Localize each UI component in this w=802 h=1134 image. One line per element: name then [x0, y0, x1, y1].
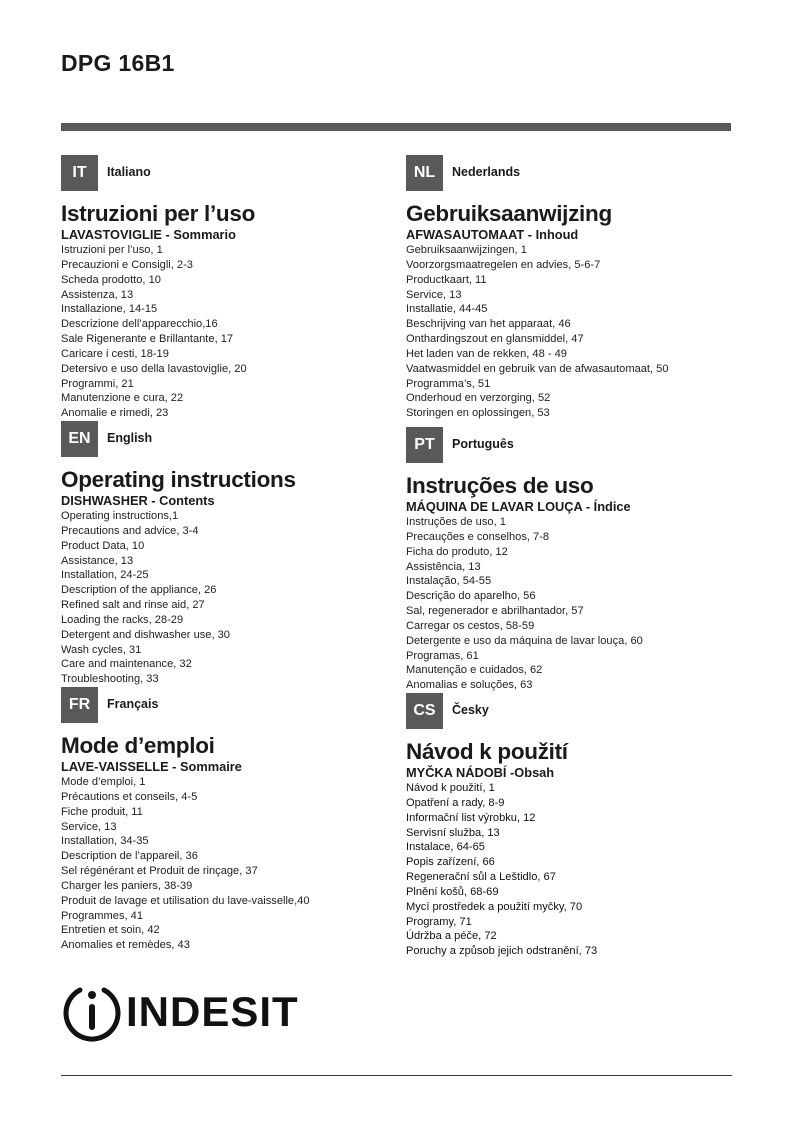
toc-item: Anomalies et remèdes, 43 [61, 939, 190, 952]
toc-item: Gebruiksaanwijzingen, 1 [406, 244, 527, 256]
section-pt [406, 427, 746, 693]
section-subtitle: AFWASAUTOMAAT - Inhoud [406, 227, 579, 242]
language-header [406, 155, 746, 191]
toc-item: Descrição do aparelho, 56 [406, 590, 536, 603]
language-header [406, 427, 746, 463]
toc-item: Detergent and dishwasher use, 30 [61, 628, 230, 641]
toc-item: Vaatwasmiddel en gebruik van de afwasautomaat, 50 [406, 362, 669, 375]
toc-item: Fiche produit, 11 [61, 805, 143, 818]
section-subtitle: LAVE-VAISSELLE - Sommaire [61, 759, 242, 774]
toc-item: Installatie, 44-45 [406, 303, 488, 316]
section-title: Návod k použití [406, 739, 568, 764]
toc-item: Installazione, 14-15 [61, 303, 158, 316]
toc-item: Detersivo e uso della lavastoviglie, 20 [61, 362, 247, 375]
toc-list [406, 515, 746, 693]
toc-item: Programas, 61 [406, 649, 479, 662]
toc-item: Beschrijving van het apparaat, 46 [406, 318, 571, 331]
toc-item: Anomalias e soluções, 63 [406, 679, 533, 692]
toc-item: Manutenção e cuidados, 62 [406, 664, 543, 677]
language-code-badge: CS [406, 693, 443, 729]
toc-item: Programmes, 41 [61, 909, 144, 922]
language-name: Česky [452, 703, 489, 717]
toc-item: Care and maintenance, 32 [61, 658, 192, 671]
section-subtitle: LAVASTOVIGLIE - Sommario [61, 227, 236, 242]
toc-item: Het laden van de rekken, 48 - 49 [406, 347, 567, 360]
toc-item: Detergente e uso da máquina de lavar louça, 60 [406, 634, 643, 647]
toc-item: Programy, 71 [406, 915, 472, 928]
toc-item: Opatření a rady, 8-9 [406, 796, 505, 809]
toc-item: Precautions and advice, 3-4 [61, 524, 199, 537]
language-header [61, 687, 401, 723]
toc-item: Productkaart, 11 [406, 273, 487, 286]
toc-item: Wash cycles, 31 [61, 643, 142, 656]
toc-item: Mode d’emploi, 1 [61, 776, 146, 788]
toc-item: Product Data, 10 [61, 539, 145, 552]
language-code-badge: FR [61, 687, 98, 723]
toc-item: Instruções de uso, 1 [406, 516, 506, 528]
language-header [406, 693, 746, 729]
toc-item: Produit de lavage et utilisation du lave-vaisselle,40 [61, 894, 310, 907]
toc-item: Sal, regenerador e abrilhantador, 57 [406, 605, 584, 618]
toc-item: Description of the appliance, 26 [61, 584, 217, 597]
toc-item: Sel régénérant et Produit de rinçage, 37 [61, 865, 258, 878]
toc-item: Loading the racks, 28-29 [61, 613, 184, 626]
toc-item: Troubleshooting, 33 [61, 673, 159, 686]
toc-list [61, 509, 401, 687]
section-nl [406, 155, 746, 421]
toc-item: Instalação, 54-55 [406, 575, 492, 588]
language-code-badge: PT [406, 427, 443, 463]
toc-item: Plnění košů, 68-69 [406, 885, 499, 898]
toc-item: Entretien et soin, 42 [61, 924, 160, 937]
section-title: Operating instructions [61, 467, 296, 492]
toc-item: Sale Rigenerante e Brillantante, 17 [61, 333, 234, 346]
language-header [61, 155, 401, 191]
toc-item: Onthardingszout en glansmiddel, 47 [406, 333, 584, 346]
toc-item: Voorzorgsmaatregelen en advies, 5-6-7 [406, 258, 601, 271]
toc-item: Caricare i cesti, 18-19 [61, 347, 169, 360]
toc-item: Storingen en oplossingen, 53 [406, 407, 550, 420]
toc-item: Refined salt and rinse aid, 27 [61, 599, 205, 612]
section-title: Istruzioni per l’uso [61, 201, 256, 226]
language-name: Nederlands [452, 165, 521, 179]
toc-list [61, 775, 401, 953]
toc-item: Scheda prodotto, 10 [61, 273, 161, 286]
section-cs [406, 693, 746, 959]
toc-item: Précautions et conseils, 4-5 [61, 790, 198, 803]
toc-item: Programma’s, 51 [406, 377, 491, 390]
language-name: Italiano [107, 165, 151, 179]
brand-wordmark: INDESIT [126, 988, 299, 1035]
section-fr [61, 687, 401, 953]
language-code-badge: EN [61, 421, 98, 457]
toc-item: Návod k použití, 1 [406, 782, 495, 794]
brand-logo [61, 982, 301, 1042]
toc-item: Údržba a péče, 72 [406, 930, 497, 943]
toc-list [406, 781, 746, 959]
toc-list [406, 243, 746, 421]
toc-item: Popis zařízení, 66 [406, 856, 495, 869]
toc-item: Installation, 24-25 [61, 569, 149, 582]
toc-list [61, 243, 401, 421]
toc-item: Charger les paniers, 38-39 [61, 879, 193, 892]
toc-item: Service, 13 [406, 288, 462, 301]
toc-item: Programmi, 21 [61, 377, 134, 390]
header-divider [61, 123, 731, 131]
toc-item: Assistência, 13 [406, 560, 481, 573]
footer-divider [61, 1075, 732, 1076]
toc-item: Carregar os cestos, 58-59 [406, 619, 535, 632]
toc-item: Assistenza, 13 [61, 288, 134, 301]
language-name: English [107, 431, 153, 445]
section-subtitle: DISHWASHER - Contents [61, 493, 215, 508]
toc-item: Mycí prostředek a použití myčky, 70 [406, 900, 583, 913]
section-subtitle: MYČKA NÁDOBÍ -Obsah [406, 765, 555, 780]
toc-item: Poruchy a způsob jejich odstranění, 73 [406, 945, 598, 958]
toc-item: Service, 13 [61, 820, 117, 833]
toc-item: Onderhoud en verzorging, 52 [406, 392, 551, 405]
toc-item: Precauções e conselhos, 7-8 [406, 530, 550, 543]
toc-item: Instalace, 64-65 [406, 841, 485, 854]
model-number: DPG 16B1 [61, 50, 175, 76]
language-code-badge: NL [406, 155, 443, 191]
toc-item: Istruzioni per l’uso, 1 [61, 244, 163, 256]
section-en [61, 421, 401, 687]
toc-item: Manutenzione e cura, 22 [61, 392, 184, 405]
toc-item: Descrizione dell’apparecchio,16 [61, 318, 218, 331]
toc-item: Precauzioni e Consigli, 2-3 [61, 258, 193, 271]
language-code-badge: IT [61, 155, 98, 191]
toc-item: Operating instructions,1 [61, 510, 179, 522]
toc-item: Servisní služba, 13 [406, 826, 500, 839]
toc-item: Regenerační sůl a Leštidlo, 67 [406, 871, 556, 884]
toc-item: Assistance, 13 [61, 554, 134, 567]
section-subtitle: MÁQUINA DE LAVAR LOUÇA - Índice [406, 499, 631, 514]
section-it [61, 155, 401, 421]
power-i-icon [61, 982, 123, 1044]
toc-item: Installation, 34-35 [61, 835, 149, 848]
toc-item: Ficha do produto, 12 [406, 545, 508, 558]
toc-item: Informační list výrobku, 12 [406, 811, 536, 824]
language-header [61, 421, 401, 457]
language-name: Français [107, 697, 159, 711]
language-name: Português [452, 437, 514, 451]
toc-item: Description de l’appareil, 36 [61, 850, 198, 863]
toc-item: Anomalie e rimedi, 23 [61, 407, 169, 420]
section-title: Instruções de uso [406, 473, 594, 498]
section-title: Gebruiksaanwijzing [406, 201, 612, 226]
section-title: Mode d’emploi [61, 733, 215, 758]
